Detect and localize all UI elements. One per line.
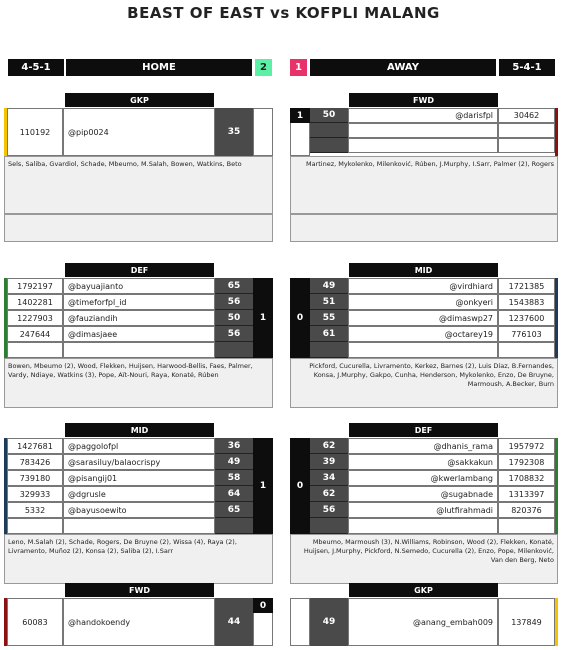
points-value: 65 bbox=[215, 502, 253, 518]
position-stripe bbox=[555, 342, 558, 358]
points-value bbox=[310, 518, 348, 534]
manager-id: 776103 bbox=[498, 326, 555, 342]
position-stripe bbox=[555, 294, 558, 310]
home-label: HOME bbox=[66, 59, 252, 76]
manager-handle[interactable]: @timeforfpl_id bbox=[63, 294, 215, 310]
points-value bbox=[215, 518, 253, 534]
points-value bbox=[310, 138, 348, 153]
lineup-footer: Leno, M.Salah (2), Schade, Rogers, De Bruyne (2), Wissa (4), Raya (2), Livramento, Muñoz (2), Konsa (2), Saliba (2), I.Sarr bbox=[4, 534, 273, 584]
manager-handle bbox=[63, 342, 215, 358]
points-value: 58 bbox=[215, 470, 253, 486]
manager-id: 739180 bbox=[7, 470, 63, 486]
manager-id: 1402281 bbox=[7, 294, 63, 310]
manager-id: 5332 bbox=[7, 502, 63, 518]
position-stripe bbox=[555, 486, 558, 502]
position-header: DEF bbox=[65, 263, 214, 277]
points-value bbox=[310, 342, 348, 358]
manager-handle[interactable]: @dhanis_rama bbox=[348, 438, 498, 454]
manager-id: 110192 bbox=[7, 108, 63, 156]
position-header: GKP bbox=[65, 93, 214, 107]
position-header: FWD bbox=[65, 583, 214, 597]
lineup-footer: Bowen, Mbeumo (2), Wood, Flekken, Huijsen, Harwood-Bellis, Faes, Palmer, Vardy, Ndiaye, Watkins (3), Pope, Aït-Nouri, Raya, Konaté, Rúben bbox=[4, 358, 273, 408]
manager-id: 1792308 bbox=[498, 454, 555, 470]
points-value: 61 bbox=[310, 326, 348, 342]
manager-handle[interactable]: @kwerlambang bbox=[348, 470, 498, 486]
manager-handle[interactable]: @darisfpl bbox=[348, 108, 498, 123]
manager-id bbox=[498, 123, 555, 138]
points-value: 44 bbox=[215, 598, 253, 646]
home-formation: 4-5-1 bbox=[8, 59, 64, 76]
position-stripe bbox=[555, 278, 558, 294]
points-value: 62 bbox=[310, 486, 348, 502]
mark-cell bbox=[253, 108, 273, 156]
away-label: AWAY bbox=[310, 59, 496, 76]
points-value: 35 bbox=[215, 108, 253, 156]
manager-id: 1708832 bbox=[498, 470, 555, 486]
manager-id: 247644 bbox=[7, 326, 63, 342]
manager-id: 1957972 bbox=[498, 438, 555, 454]
manager-id: 1543883 bbox=[498, 294, 555, 310]
manager-handle[interactable]: @handokoendy bbox=[63, 598, 215, 646]
position-header: MID bbox=[349, 263, 498, 277]
manager-handle[interactable]: @sugabnade bbox=[348, 486, 498, 502]
points-value: 56 bbox=[215, 294, 253, 310]
points-value bbox=[310, 123, 348, 138]
points-value: 36 bbox=[215, 438, 253, 454]
manager-id bbox=[498, 342, 555, 358]
manager-handle[interactable]: @dgrusle bbox=[63, 486, 215, 502]
manager-id: 820376 bbox=[498, 502, 555, 518]
page-title: BEAST OF EAST vs KOFPLI MALANG bbox=[127, 4, 440, 22]
position-stripe bbox=[555, 454, 558, 470]
mark-value: 1 bbox=[259, 481, 267, 491]
points-value: 56 bbox=[310, 502, 348, 518]
manager-handle[interactable]: @paggolofpl bbox=[63, 438, 215, 454]
lineup-footer: Mbeumo, Marmoush (3), N.Williams, Robinson, Wood (2), Flekken, Konaté, Huijsen, J.Murphy, Pickford, N.Semedo, Cucurella (2), Enzo, Pope, Milenković, Van den Berg, Neto bbox=[290, 534, 558, 584]
position-header: DEF bbox=[349, 423, 498, 437]
points-value bbox=[215, 342, 253, 358]
points-value: 56 bbox=[215, 326, 253, 342]
points-value: 49 bbox=[215, 454, 253, 470]
lineup-footer: Sels, Saliba, Gvardiol, Schade, Mbeumo, M.Salah, Bowen, Watkins, Beto bbox=[4, 156, 273, 214]
manager-handle[interactable]: @onkyeri bbox=[348, 294, 498, 310]
manager-handle[interactable]: @virdhiard bbox=[348, 278, 498, 294]
position-stripe bbox=[555, 470, 558, 486]
position-stripe bbox=[555, 598, 558, 646]
lineup-footer: Pickford, Cucurella, Livramento, Kerkez, Barnes (2), Luis Díaz, B.Fernandes, Konsa, J.Murphy, Gakpo, Cunha, Henderson, Mykolenko, Enzo, De Bruyne, Marmoush, A.Becker, Burn bbox=[290, 358, 558, 408]
manager-id: 137849 bbox=[498, 598, 555, 646]
points-value: 51 bbox=[310, 294, 348, 310]
mark-value: 1 bbox=[290, 108, 310, 123]
points-value: 50 bbox=[310, 108, 348, 123]
manager-id: 1227903 bbox=[7, 310, 63, 326]
points-value: 39 bbox=[310, 454, 348, 470]
manager-handle[interactable]: @dimasjaee bbox=[63, 326, 215, 342]
manager-id bbox=[7, 342, 63, 358]
home-score: 2 bbox=[255, 59, 272, 76]
lineup-footer: Martinez, Mykolenko, Milenković, Rúben, J.Murphy, I.Sarr, Palmer (2), Rogers bbox=[290, 156, 558, 214]
points-value: 34 bbox=[310, 470, 348, 486]
position-stripe bbox=[555, 326, 558, 342]
position-header: GKP bbox=[349, 583, 498, 597]
mark-value: 0 bbox=[296, 313, 304, 323]
manager-handle bbox=[348, 342, 498, 358]
position-header: MID bbox=[65, 423, 214, 437]
mark-cell bbox=[290, 598, 310, 646]
manager-handle[interactable]: @anang_embah009 bbox=[348, 598, 498, 646]
manager-id: 30462 bbox=[498, 108, 555, 123]
points-value: 50 bbox=[215, 310, 253, 326]
position-stripe bbox=[555, 438, 558, 454]
manager-id: 1792197 bbox=[7, 278, 63, 294]
position-stripe bbox=[555, 310, 558, 326]
manager-id bbox=[498, 518, 555, 534]
manager-id: 783426 bbox=[7, 454, 63, 470]
manager-id: 1427681 bbox=[7, 438, 63, 454]
manager-handle[interactable]: @bayusoewito bbox=[63, 502, 215, 518]
points-value: 65 bbox=[215, 278, 253, 294]
position-stripe bbox=[555, 108, 558, 156]
away-score: 1 bbox=[290, 59, 307, 76]
manager-id: 1721385 bbox=[498, 278, 555, 294]
mark-value: 1 bbox=[259, 313, 267, 323]
points-value: 64 bbox=[215, 486, 253, 502]
manager-handle bbox=[348, 138, 498, 153]
manager-handle[interactable]: @dimaswp27 bbox=[348, 310, 498, 326]
manager-handle[interactable]: @lutfirahmadi bbox=[348, 502, 498, 518]
mark-value: 0 bbox=[253, 598, 273, 613]
points-value: 55 bbox=[310, 310, 348, 326]
points-value: 49 bbox=[310, 598, 348, 646]
points-value: 49 bbox=[310, 278, 348, 294]
manager-handle bbox=[348, 518, 498, 534]
manager-handle[interactable]: @sarasiluy/balaocrispy bbox=[63, 454, 215, 470]
manager-handle[interactable]: @octarey19 bbox=[348, 326, 498, 342]
manager-handle bbox=[348, 123, 498, 138]
points-value: 62 bbox=[310, 438, 348, 454]
manager-id bbox=[7, 518, 63, 534]
manager-handle[interactable]: @bayuajianto bbox=[63, 278, 215, 294]
manager-id bbox=[498, 138, 555, 153]
empty-row bbox=[4, 214, 273, 242]
manager-id: 1237600 bbox=[498, 310, 555, 326]
position-stripe bbox=[555, 518, 558, 534]
mark-value: 0 bbox=[296, 481, 304, 491]
empty-row bbox=[290, 214, 558, 242]
manager-handle[interactable]: @sakkakun bbox=[348, 454, 498, 470]
manager-handle[interactable]: @pip0024 bbox=[63, 108, 215, 156]
position-header: FWD bbox=[349, 93, 498, 107]
position-stripe bbox=[555, 502, 558, 518]
manager-id: 60083 bbox=[7, 598, 63, 646]
manager-handle bbox=[63, 518, 215, 534]
manager-handle[interactable]: @fauziandih bbox=[63, 310, 215, 326]
manager-handle[interactable]: @pisangij01 bbox=[63, 470, 215, 486]
manager-id: 1313397 bbox=[498, 486, 555, 502]
manager-id: 329933 bbox=[7, 486, 63, 502]
away-formation: 5-4-1 bbox=[499, 59, 555, 76]
